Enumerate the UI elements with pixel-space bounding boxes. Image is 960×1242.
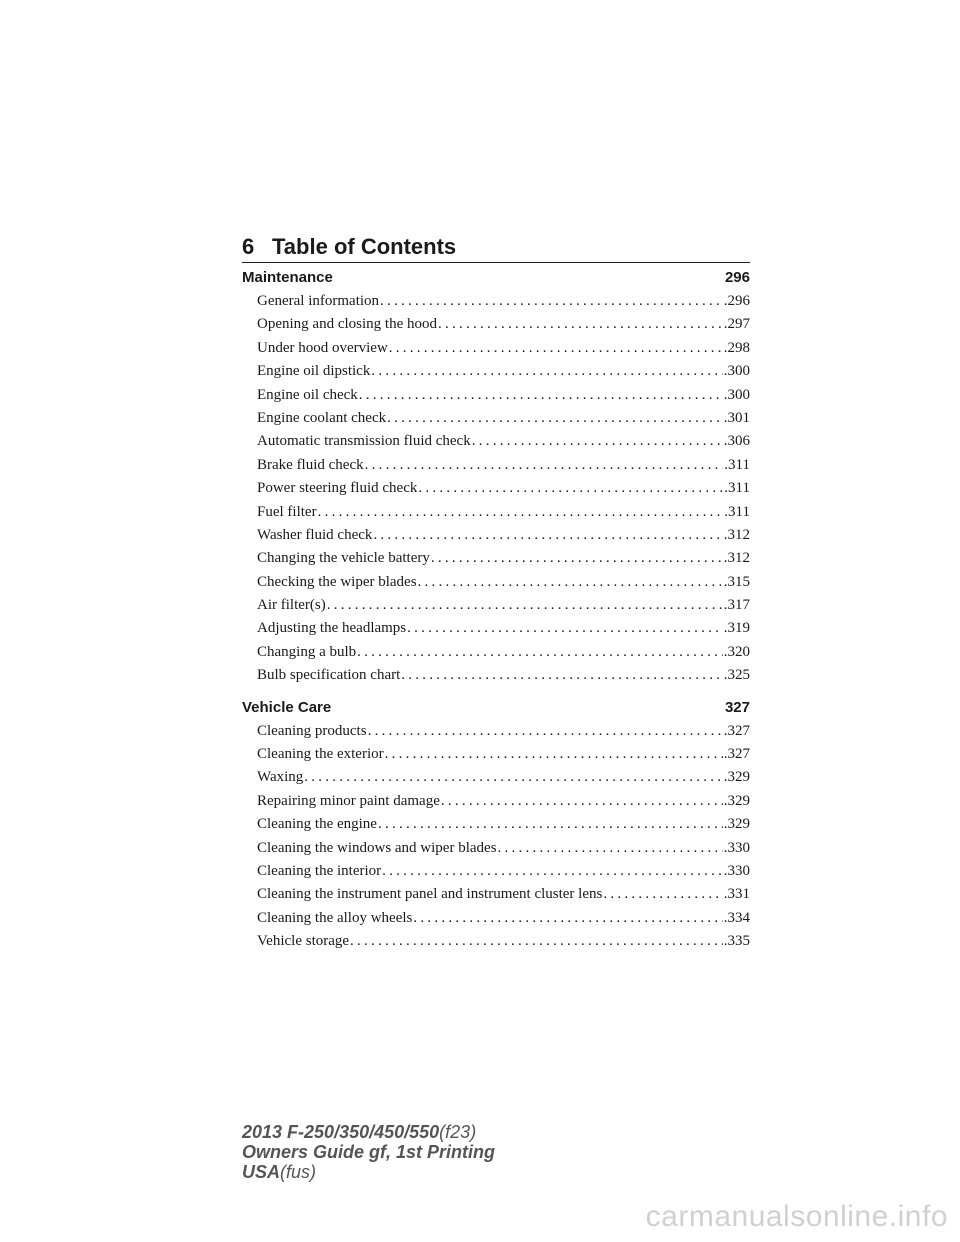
page-header bbox=[242, 228, 750, 263]
dot-leader bbox=[438, 313, 723, 336]
toc-entry[interactable] bbox=[242, 360, 750, 383]
entry-label: Cleaning the exterior bbox=[257, 746, 384, 763]
toc-entry[interactable] bbox=[242, 813, 750, 836]
entry-label: Cleaning products bbox=[257, 722, 367, 739]
entry-page: .330 bbox=[723, 839, 750, 856]
dot-leader bbox=[401, 664, 722, 687]
section-title: Maintenance bbox=[242, 269, 333, 286]
entry-page: .298 bbox=[723, 339, 750, 356]
entry-page: .327 bbox=[723, 722, 750, 739]
entry-label: General information bbox=[257, 293, 380, 309]
entry-page: .301 bbox=[723, 409, 750, 426]
entry-page: .329 bbox=[723, 792, 750, 809]
entry-page: .311 bbox=[724, 480, 750, 497]
entry-label: Adjusting the headlamps bbox=[257, 620, 407, 637]
footer-line-model bbox=[242, 1122, 495, 1142]
toc-entry[interactable] bbox=[242, 790, 750, 813]
toc-entry[interactable] bbox=[242, 617, 750, 640]
toc-entry[interactable] bbox=[242, 766, 750, 789]
entry-page: .311 bbox=[724, 503, 750, 520]
entry-label: Engine oil dipstick bbox=[257, 363, 371, 380]
entry-label: Cleaning the windows and wiper blades bbox=[257, 839, 497, 856]
footer-model: 2013 F-250/350/450/550 bbox=[242, 1122, 440, 1142]
entry-label: Cleaning the engine bbox=[257, 816, 377, 833]
entry-page: .319 bbox=[723, 620, 750, 637]
dot-leader bbox=[431, 547, 723, 570]
entry-label: Opening and closing the hood bbox=[257, 316, 437, 333]
toc-entry[interactable] bbox=[242, 594, 750, 617]
toc-entry[interactable] bbox=[242, 664, 750, 687]
watermark-text: carmanualsonline.info bbox=[645, 1200, 948, 1233]
entry-page: .329 bbox=[723, 816, 750, 833]
toc-entry[interactable] bbox=[242, 860, 750, 883]
section-heading[interactable] bbox=[242, 696, 750, 720]
dot-leader bbox=[603, 883, 722, 906]
dot-leader bbox=[418, 571, 723, 594]
entry-page: .311 bbox=[724, 456, 750, 473]
dot-leader bbox=[380, 290, 723, 313]
entry-label: Cleaning the interior bbox=[257, 862, 382, 879]
entry-page: .327 bbox=[723, 746, 750, 763]
dot-leader bbox=[304, 766, 722, 789]
entry-label: Cleaning the alloy wheels bbox=[257, 909, 413, 926]
section-heading[interactable] bbox=[242, 266, 750, 290]
dot-leader bbox=[359, 384, 723, 407]
page-number: 6 bbox=[242, 234, 255, 259]
toc-entry[interactable] bbox=[242, 930, 750, 953]
dot-leader bbox=[365, 454, 724, 477]
toc-entry[interactable] bbox=[242, 501, 750, 524]
entry-page: .317 bbox=[723, 597, 750, 614]
toc-entry[interactable] bbox=[242, 547, 750, 570]
entry-page: .329 bbox=[723, 769, 750, 786]
toc-entry[interactable] bbox=[242, 407, 750, 430]
entry-label: Checking the wiper blades bbox=[257, 573, 417, 590]
dot-leader bbox=[357, 641, 723, 664]
page-title: Table of Contents bbox=[272, 234, 457, 259]
entry-page: .315 bbox=[723, 573, 750, 590]
section-title: Vehicle Care bbox=[242, 698, 332, 716]
entry-label: Cleaning the instrument panel and instrument cluster lens bbox=[257, 886, 603, 903]
footer-line-market bbox=[242, 1162, 495, 1182]
dot-leader bbox=[371, 360, 722, 383]
toc-entry[interactable] bbox=[242, 720, 750, 743]
entry-page: .312 bbox=[723, 526, 750, 543]
entry-label: Power steering fluid check bbox=[257, 480, 418, 497]
footer-market-code: (fus) bbox=[280, 1162, 317, 1182]
footer-model-code: (f23) bbox=[439, 1122, 477, 1142]
dot-leader bbox=[373, 524, 722, 547]
table-of-contents bbox=[242, 266, 750, 954]
dot-leader bbox=[385, 743, 723, 766]
toc-entry[interactable] bbox=[242, 907, 750, 930]
entry-page: .297 bbox=[723, 316, 750, 333]
entry-page: .335 bbox=[723, 933, 750, 950]
toc-entry[interactable] bbox=[242, 743, 750, 766]
entry-label: Engine coolant check bbox=[257, 409, 387, 426]
entry-label: Automatic transmission fluid check bbox=[257, 433, 471, 450]
entry-label: Repairing minor paint damage bbox=[257, 792, 440, 809]
toc-entry[interactable] bbox=[242, 337, 750, 360]
entry-label: Changing the vehicle battery bbox=[257, 550, 430, 567]
entry-page: .325 bbox=[723, 667, 750, 684]
dot-leader bbox=[382, 860, 723, 883]
entry-page: .306 bbox=[723, 433, 750, 450]
entry-label: Air filter(s) bbox=[257, 597, 326, 614]
toc-entry[interactable] bbox=[242, 524, 750, 547]
footer-market: USA bbox=[242, 1162, 281, 1182]
toc-entry[interactable] bbox=[242, 384, 750, 407]
entry-label: Brake fluid check bbox=[257, 456, 364, 473]
entry-page: .296 bbox=[723, 293, 750, 309]
entry-label: Fuel filter bbox=[257, 503, 317, 520]
toc-section-maintenance bbox=[242, 266, 750, 688]
toc-entry[interactable] bbox=[242, 313, 750, 336]
dot-leader bbox=[350, 930, 723, 953]
dot-leader bbox=[387, 407, 723, 430]
entry-label: Changing a bulb bbox=[257, 643, 357, 660]
entry-page: .312 bbox=[723, 550, 750, 567]
dot-leader bbox=[389, 337, 723, 360]
entry-label: Under hood overview bbox=[257, 339, 388, 356]
dot-leader bbox=[418, 477, 723, 500]
entry-label: Engine oil check bbox=[257, 386, 358, 403]
dot-leader bbox=[441, 790, 723, 813]
toc-entry[interactable] bbox=[242, 571, 750, 594]
dot-leader bbox=[498, 837, 723, 860]
entry-page: .320 bbox=[723, 643, 750, 660]
toc-entry[interactable] bbox=[242, 883, 750, 906]
entry-page: .331 bbox=[723, 886, 750, 903]
dot-leader bbox=[472, 430, 723, 453]
entry-page: .300 bbox=[723, 363, 750, 380]
toc-entry[interactable] bbox=[242, 290, 750, 313]
section-page: 296 bbox=[724, 269, 750, 286]
entry-label: Waxing bbox=[257, 769, 304, 786]
toc-entry[interactable] bbox=[242, 641, 750, 664]
dot-leader bbox=[413, 907, 722, 930]
toc-section-vehicle-care bbox=[242, 696, 750, 954]
toc-entry[interactable] bbox=[242, 454, 750, 477]
dot-leader bbox=[368, 720, 723, 743]
toc-entry[interactable] bbox=[242, 837, 750, 860]
section-page: 327 bbox=[724, 698, 750, 716]
entry-page: .334 bbox=[723, 909, 750, 926]
dot-leader bbox=[318, 501, 724, 524]
dot-leader bbox=[378, 813, 723, 836]
dot-leader bbox=[407, 617, 723, 640]
entry-label: Bulb specification chart bbox=[257, 667, 401, 684]
entry-page: .300 bbox=[723, 386, 750, 403]
footer-line-printing: Owners Guide gf, 1st Printing bbox=[242, 1142, 496, 1162]
toc-entry[interactable] bbox=[242, 477, 750, 500]
entry-page: .330 bbox=[723, 862, 750, 879]
print-footer bbox=[242, 1122, 495, 1182]
dot-leader bbox=[327, 594, 723, 617]
toc-entry[interactable] bbox=[242, 430, 750, 453]
entry-label: Washer fluid check bbox=[257, 526, 373, 543]
entry-label: Vehicle storage bbox=[257, 933, 350, 950]
